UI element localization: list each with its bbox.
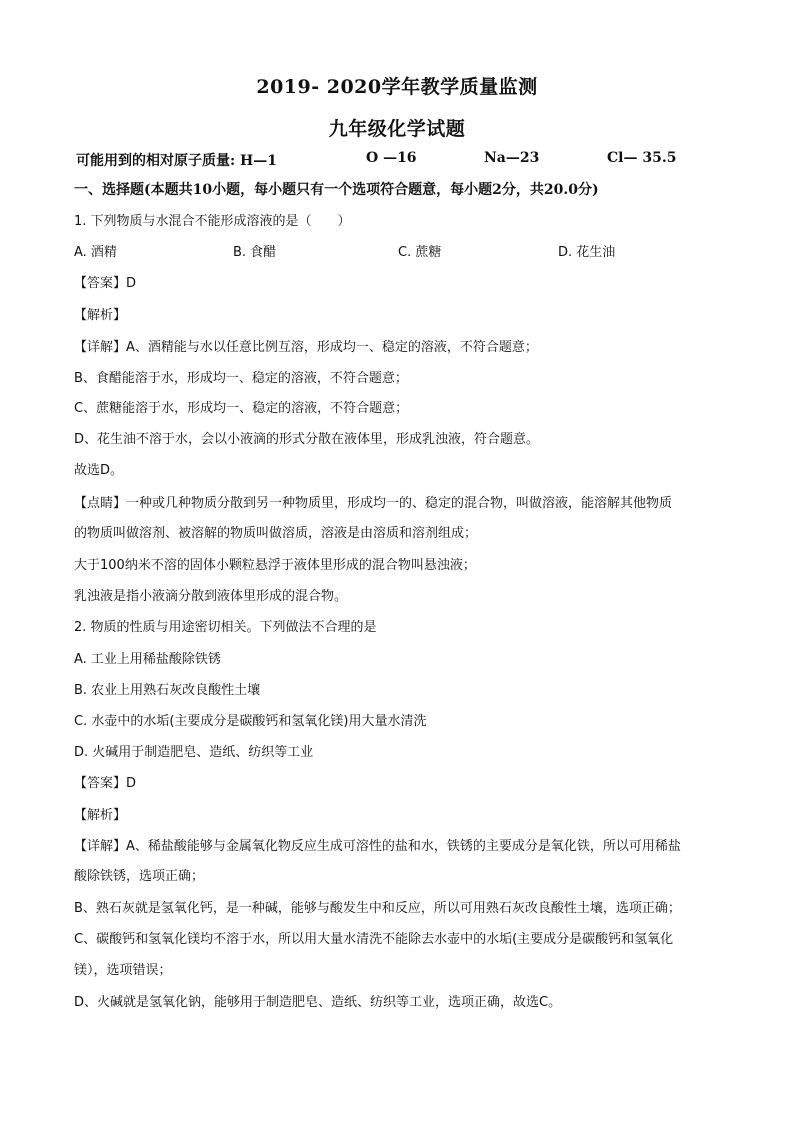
atomic-mass-cl: Cl— 35.5 [607, 150, 677, 166]
q1-option-d: D. 花生油 [558, 245, 616, 260]
q2-option-d: D. 火碱用于制造肥皂、造纸、纺织等工业 [74, 745, 314, 760]
q1-answer: 【答案】D [74, 276, 137, 291]
q2-detail-line: C、碳酸钙和氢氧化镁均不溶于水，所以用大量水清洗不能除去水壶中的水垢(主要成分是碳酸钙和氢氧化 [74, 932, 674, 947]
q1-option-a: A. 酒精 [74, 245, 117, 260]
exam-title: 2019- 2020学年教学质量监测 [256, 76, 538, 98]
q1-tip-line: 乳浊液是指小液滴分散到液体里形成的混合物。 [74, 589, 348, 604]
q2-detail-line: B、熟石灰就是氢氧化钙，是一种碱，能够与酸发生中和反应，所以可用熟石灰改良酸性土壤，选项正确； [74, 901, 681, 916]
atomic-mass-na: Na—23 [484, 150, 540, 166]
q1-detail-line: C、蔗糖能溶于水，形成均一、稳定的溶液，不符合题意； [74, 401, 409, 416]
q2-detail-line: D、火碱就是氢氧化钠，能够用于制造肥皂、造纸、纺织等工业，选项正确，故选C。 [74, 995, 562, 1010]
atomic-mass-h: 可能用到的相对原子质量: H—1 [76, 153, 278, 169]
exam-subtitle: 九年级化学试题 [328, 118, 466, 140]
q1-tip-line: 【点睛】一种或几种物质分散到另一种物质里，形成均一的、稳定的混合物，叫做溶液，能溶解其他物质 [74, 496, 673, 511]
q2-option-a: A. 工业上用稀盐酸除铁锈 [74, 652, 221, 667]
q1-conclusion: 故选D。 [74, 463, 124, 478]
section-heading: 一、选择题(本题共10小题，每小题只有一个选项符合题意，每小题2分，共20.0分) [74, 182, 599, 198]
q1-option-b: B. 食醋 [233, 245, 277, 260]
q2-detail-line: 镁），选项错误； [74, 963, 172, 978]
q1-detail-line: B、食醋能溶于水，形成均一、稳定的溶液，不符合题意； [74, 371, 408, 386]
atomic-mass-row [76, 150, 716, 170]
q1-detail-line: D、花生油不溶于水，会以小液滴的形式分散在液体里，形成乳浊液，符合题意。 [74, 432, 540, 447]
q1-analysis-label: 【解析】 [74, 308, 127, 323]
q1-detail-line: 【详解】A、酒精能与水以任意比例互溶，形成均一、稳定的溶液，不符合题意； [74, 340, 538, 355]
q1-option-c: C. 蔗糖 [398, 245, 442, 260]
q2-option-b: B. 农业上用熟石灰改良酸性土壤 [74, 683, 261, 698]
q2-stem: 2. 物质的性质与用途密切相关。下列做法不合理的是 [74, 620, 377, 635]
atomic-mass-o: O —16 [366, 150, 417, 166]
q2-detail-line: 【详解】A、稀盐酸能够与金属氧化物反应生成可溶性的盐和水，铁锈的主要成分是氧化铁，所以可用稀盐 [74, 839, 681, 854]
q2-answer: 【答案】D [74, 776, 137, 791]
q1-stem: 1. 下列物质与水混合不能形成溶液的是（ ） [74, 214, 351, 229]
q2-detail-line: 酸除铁锈，选项正确； [74, 869, 205, 884]
q1-tip-line: 的物质叫做溶剂、被溶解的物质叫做溶质，溶液是由溶质和溶剂组成； [74, 526, 478, 541]
q2-analysis-label: 【解析】 [74, 808, 127, 823]
q1-tip-line: 大于100纳米不溶的固体小颗粒悬浮于液体里形成的混合物叫悬浊液； [74, 558, 476, 573]
q2-option-c: C. 水壶中的水垢(主要成分是碳酸钙和氢氧化镁)用大量水清洗 [74, 714, 427, 729]
